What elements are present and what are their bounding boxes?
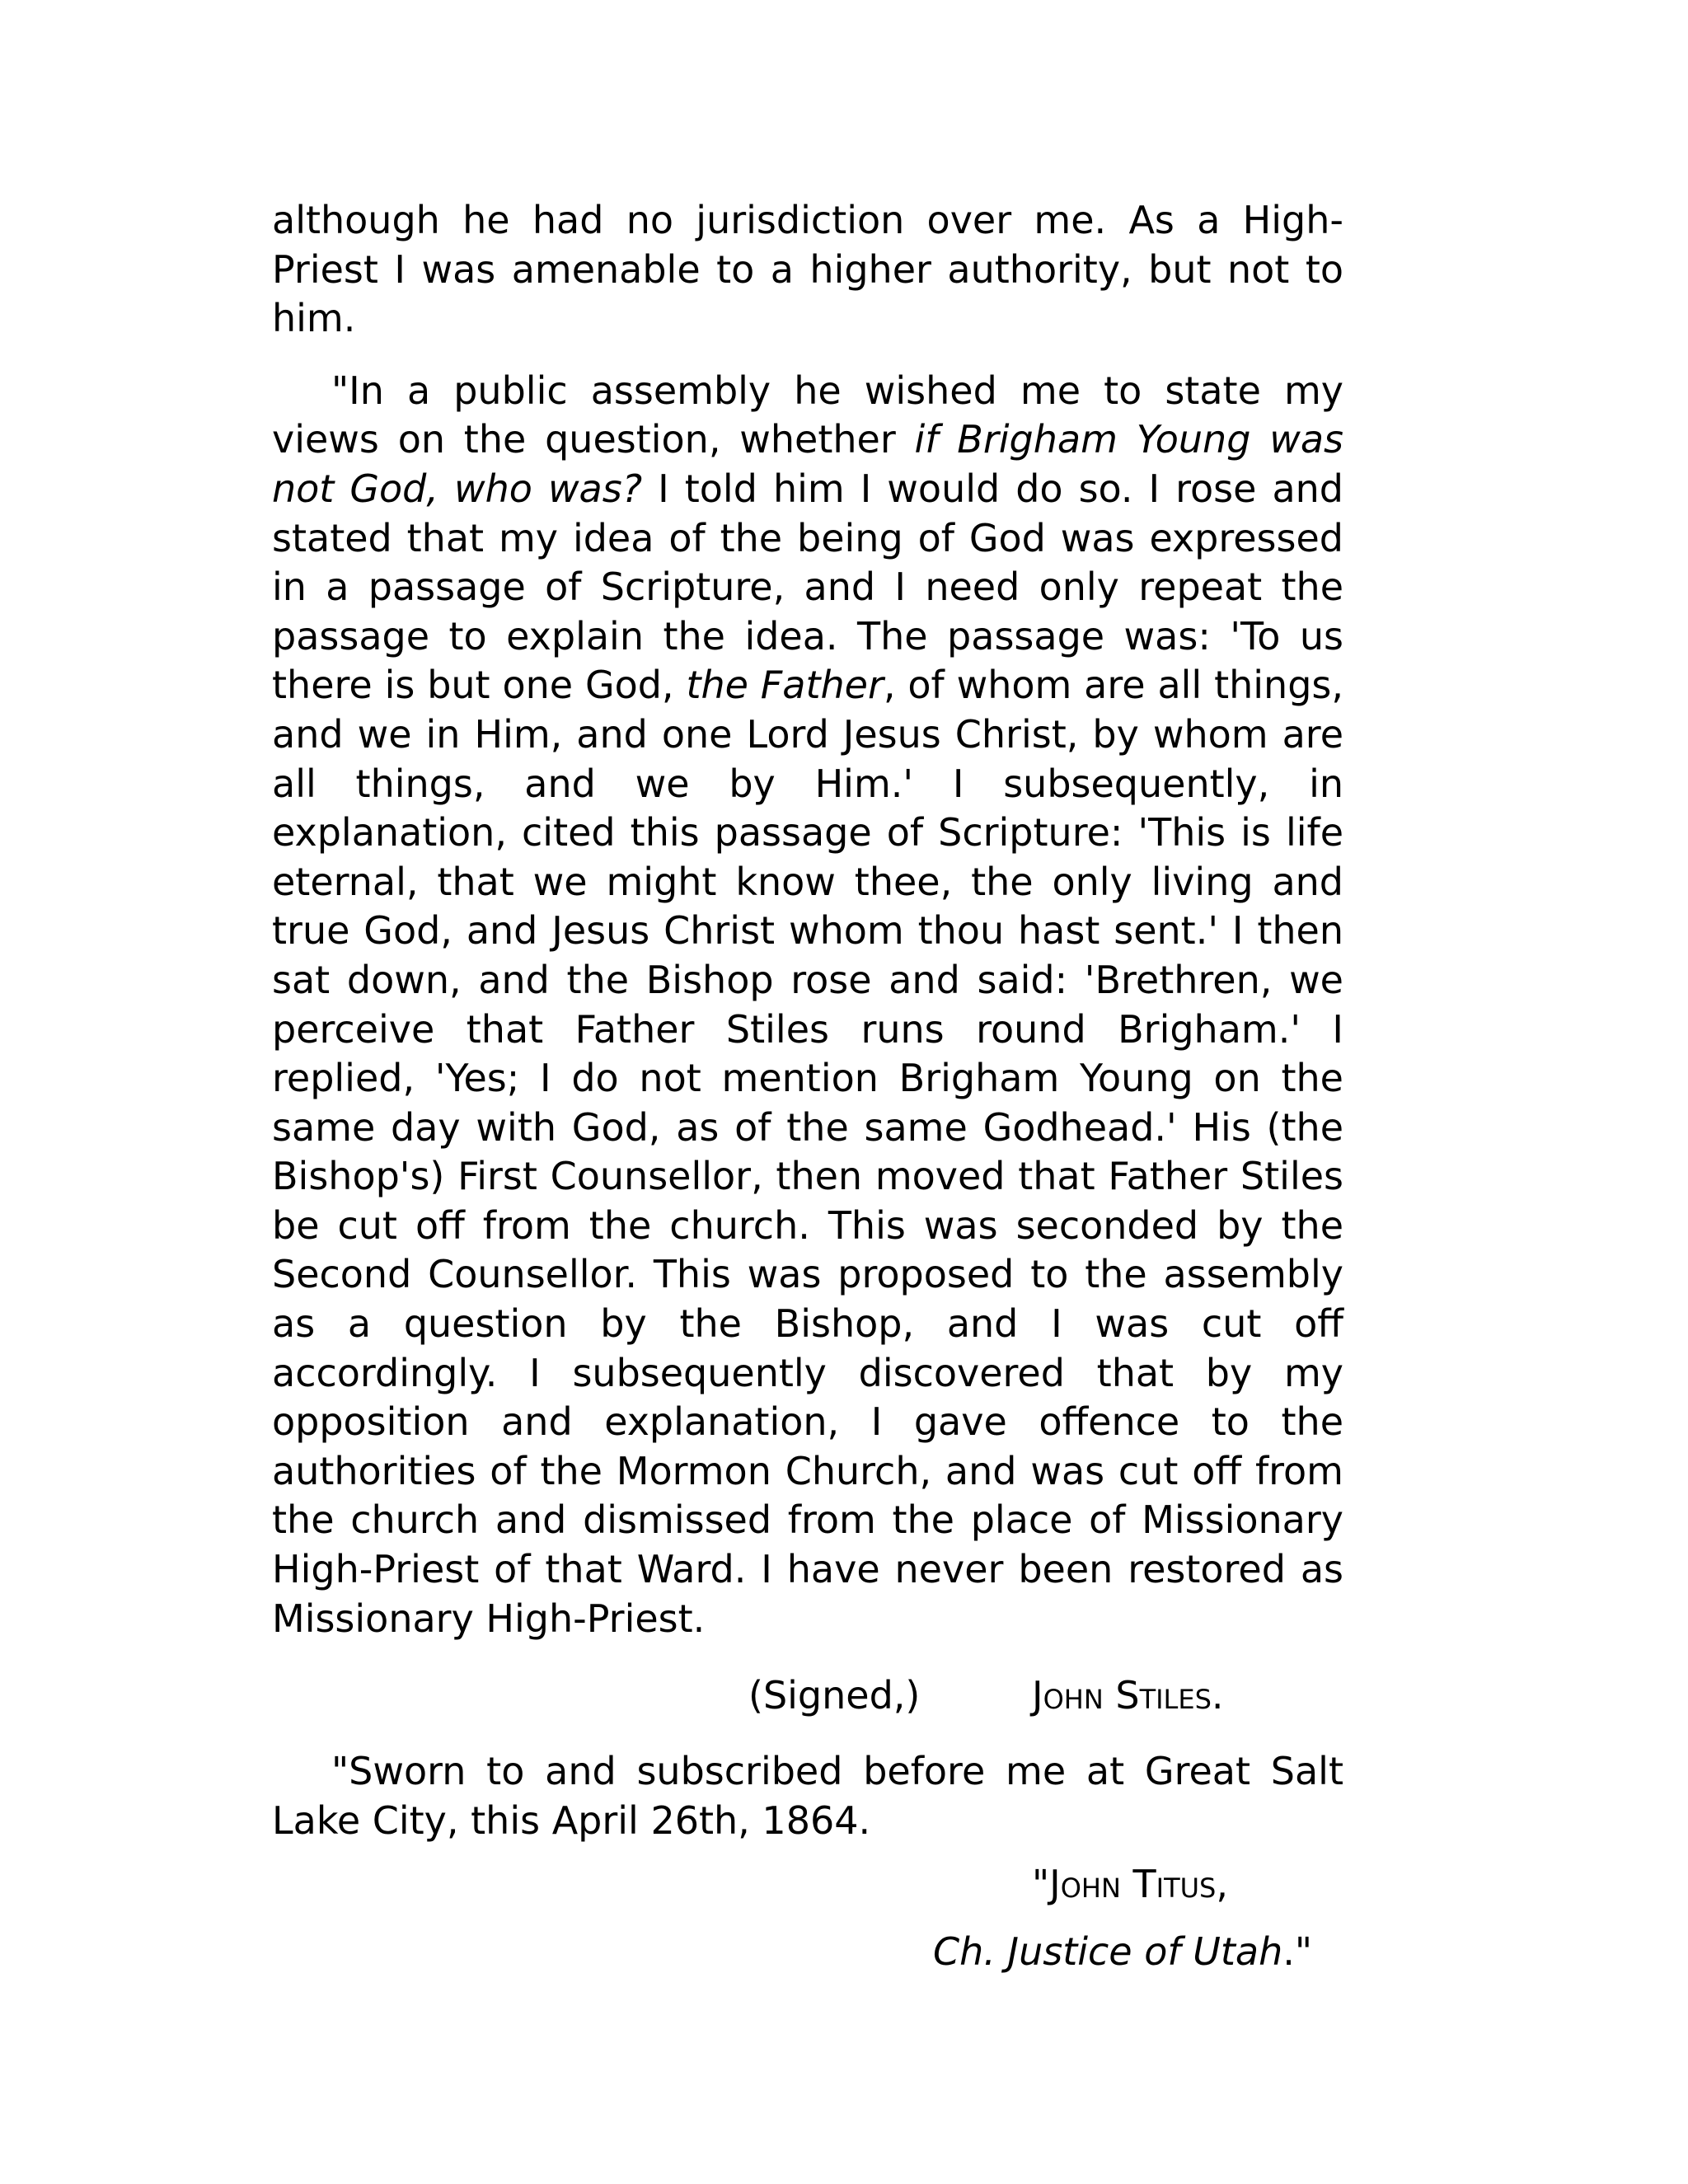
justice-name: "John Titus, <box>1032 1862 1228 1907</box>
paragraph-1-text: although he had no jurisdiction over me. As a High-Priest I was amenable to a higher authority, but not to him. <box>272 198 1343 341</box>
paragraph-2-italic-father: the Father <box>686 663 884 708</box>
paragraph-sworn <box>272 1747 1343 1845</box>
paragraph-2-part-2: I told him I would do so. I rose and stated that my idea of the being of God was expressed in a passage of Scripture, and I need only repeat the passage to explain the idea. The passage was: 'To us there is but one God, <box>272 466 1344 708</box>
signer-name: John Stiles. <box>1032 1673 1224 1718</box>
paragraph-testimony <box>272 367 1343 1643</box>
document-page <box>272 196 1343 1985</box>
justice-title-italic: Ch. Justice of Utah <box>933 1929 1283 1975</box>
paragraph-continuation <box>272 196 1343 344</box>
signature-line <box>272 1666 1343 1724</box>
paragraph-3-text: "Sworn to and subscribed before me at Great Salt Lake City, this April 26th, 1864. <box>272 1749 1343 1843</box>
paragraph-2-italic-question: if Brigham Young was not God, who was? <box>272 417 1343 511</box>
paragraph-2-part-3: , of whom are all things, and we in Him, and one Lord Jesus Christ, by whom are all things, and we by Him.' I subsequently, in explanation, cited this passage of Scripture: 'This is life eternal, that we might know thee, the only living and true God, and Jesus Christ whom thou hast sent.' I then sat down, and the Bishop rose and said: 'Brethren, we perceive that Father Stiles runs round Brigham.' I replied, 'Yes; I do not mention Brigham Young on the same day with God, as of the same Godhead.' His (the Bishop's) First Counsellor, then moved that Father Stiles be cut off from the church. This was seconded by the Second Counsellor. This was proposed to the assembly as a question by the Bishop, and I was cut off accordingly. I subsequently discovered that by my opposition and explanation, I gave offence to the authorities of the Mormon Church, and was cut off from the church and dismissed from the place of Missionary High-Priest of that Ward. I have never been restored as Missionary High-Priest. <box>272 663 1343 1641</box>
justice-title-suffix: ." <box>1282 1929 1313 1975</box>
paragraph-2-part-1: "In a public assembly he wished me to state my views on the question, whether <box>272 368 1343 462</box>
signed-label: (Signed,) <box>748 1673 921 1718</box>
justice-title <box>933 1929 1312 1974</box>
attestation-block <box>272 1862 1343 1985</box>
